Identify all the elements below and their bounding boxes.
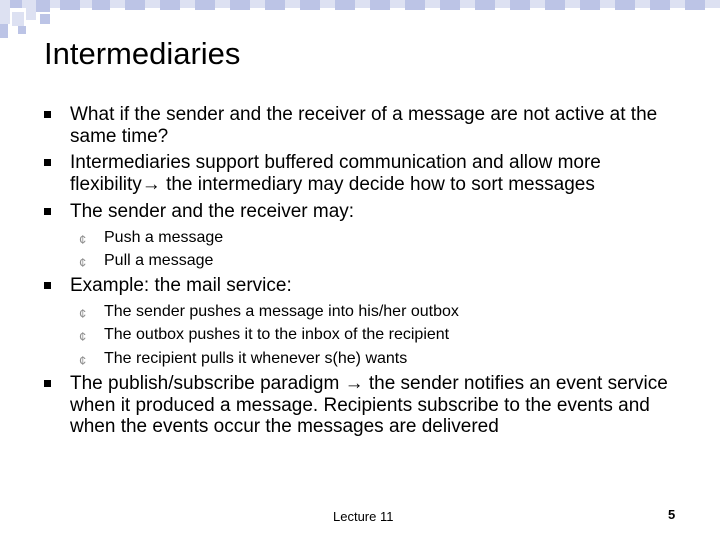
square-bullet-icon (44, 282, 51, 289)
bullet-text: What if the sender and the receiver of a message are not active at the same time? (70, 104, 658, 147)
circle-bullet-icon: ¢ (79, 232, 87, 247)
square-bullet-icon (44, 111, 51, 118)
bullet-item (70, 275, 680, 297)
bullet-text: The sender and the receiver may: (70, 201, 355, 222)
subbullet-item (79, 325, 664, 344)
footer-lecture-label: Lecture 11 (333, 509, 394, 524)
bullet-text: Intermediaries support buffered communication and allow more flexibility→ the intermediary may decide how to sort messages (70, 152, 601, 195)
subbullet-item (79, 349, 664, 368)
bullet-text: Example: the mail service: (70, 275, 292, 296)
circle-bullet-icon: ¢ (79, 255, 87, 270)
subbullet-text: Push a message (104, 229, 224, 246)
bullet-item (70, 201, 680, 223)
subbullet-text: The sender pushes a message into his/her outbox (104, 303, 459, 320)
square-bullet-icon (44, 380, 51, 387)
square-bullet-icon (44, 159, 51, 166)
subbullet-item (79, 251, 664, 270)
circle-bullet-icon: ¢ (79, 353, 87, 368)
subbullet-text: The outbox pushes it to the inbox of the recipient (104, 326, 450, 343)
slide-title: Intermediaries (44, 36, 241, 71)
bullet-item (70, 373, 680, 438)
page-number: 5 (668, 507, 676, 522)
subbullet-item (79, 228, 664, 247)
bullet-item (70, 152, 680, 195)
subbullet-text: Pull a message (104, 252, 214, 269)
bullet-text: The publish/subscribe paradigm → the sender notifies an event service when it produced a message. Recipients subscribe to the events and when the events occur the messages are delivered (70, 373, 668, 437)
bullet-item (70, 104, 680, 147)
subbullet-item (79, 302, 664, 321)
square-bullet-icon (44, 208, 51, 215)
subbullet-text: The recipient pulls it whenever s(he) wants (104, 350, 408, 367)
circle-bullet-icon: ¢ (79, 306, 87, 321)
circle-bullet-icon: ¢ (79, 329, 87, 344)
